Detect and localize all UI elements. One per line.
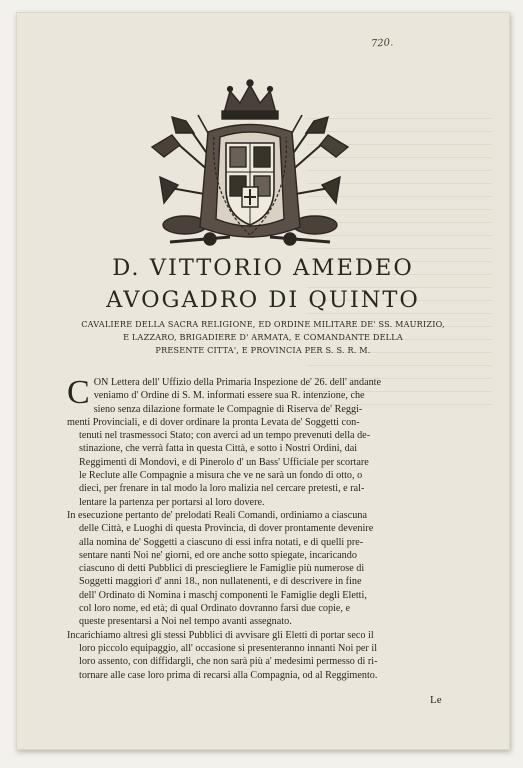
body-line: Incarichiamo altresì gli stessi Pubblici di avvisare gli Eletti di portar seco il: [67, 629, 374, 641]
catchword: Le: [430, 694, 442, 706]
subtitle-line-1: CAVALIERE DELLA SACRA RELIGIONE, ED ORDINE MILITARE DE' SS. MAURIZIO,: [81, 319, 445, 329]
body-line: lentare la partenza per portarsi al loro dovere.: [79, 496, 265, 508]
body-line: ciascuno di detti Pubblici di presciegliere le Famiglie più numerose di: [79, 563, 365, 575]
title-line-1: D. VITTORIO AMEDEO: [112, 255, 414, 281]
body-line: col loro nome, ed età; di qual Ordinato dovranno farsi due copie, e: [79, 603, 351, 615]
body-line: veniamo d' Ordine di S. M. informati essere sua R. intenzione, che: [93, 390, 365, 402]
body-line: sieno senza dilazione formate le Compagnie di Riserva de' Reggi-: [93, 403, 363, 415]
body-line: menti Provinciali, e di dover ordinare la pronta Levata de' Soggetti con-: [67, 416, 360, 428]
body-line: dieci, per frenare in tal modo la loro malizia nel cercare pretesti, e ral-: [79, 483, 365, 495]
body-line: queste presentarsi a Noi nel tempo avanti assegnato.: [79, 616, 292, 628]
body-line: sentare nanti Noi ne' giorni, ed ore anche sotto spiegate, incaricando: [79, 549, 357, 561]
body-line: ON Lettera dell' Uffizio della Primaria Inspezione de' 26. dell' andante: [93, 377, 382, 388]
drop-cap: C: [67, 374, 90, 411]
body-line: tenuti nel trasmessoci Stato; con averci ad un tempo prevenuti della de-: [79, 430, 371, 442]
body-line: tornare alle case loro prima di recarsi alla Compagnia, od al Reggimento.: [79, 669, 378, 681]
coat-of-arms-emblem: [150, 77, 350, 257]
proclamation-body: [67, 376, 483, 682]
body-line: le Reclute alle Compagnie a misura che ve ne sarà un fondo di otto, o: [79, 470, 363, 482]
body-line: loro piccolo equipaggio, all' occasione si presenteranno innanti Noi per il: [79, 642, 378, 654]
folio-number: 720.: [370, 37, 394, 50]
subtitle-line-2: E LAZZARO, BRIGADIERE D' ARMATA, E COMANDANTE DELLA: [123, 332, 403, 342]
title-line-2: AVOGADRO DI QUINTO: [106, 287, 420, 313]
body-line: stinazione, che verrà fatta in questa Città, e sotto i Nostri Ordini, dai: [79, 443, 358, 455]
document-page: [16, 12, 510, 750]
body-line: Soggetti maggiori d' anni 18., non nullatenenti, e di descrivere in fine: [79, 576, 362, 588]
body-line: alla nomina de' Soggetti a ciascuno di essi infra notati, e di quelli pre-: [79, 536, 364, 548]
body-line: dell' Ordinato di Nomina i maschj componenti le Famiglie degli Eletti,: [79, 589, 367, 601]
subtitle-line-3: PRESENTE CITTA', E PROVINCIA PER S. S. R. M.: [155, 345, 371, 355]
body-line: loro assento, con diffidargli, che non sarà più a' medesimi permesso di ri-: [79, 656, 378, 668]
body-line: delle Città, e Luoghi di questa Provincia, di dover prontamente devenire: [79, 523, 374, 535]
body-line: In esecuzione pertanto de' prelodati Reali Comandi, ordiniamo a ciascuna: [67, 509, 367, 521]
body-line: Reggimenti di Mondovì, e di Pinerolo d' un Bass' Ufficiale per scortare: [79, 456, 369, 468]
